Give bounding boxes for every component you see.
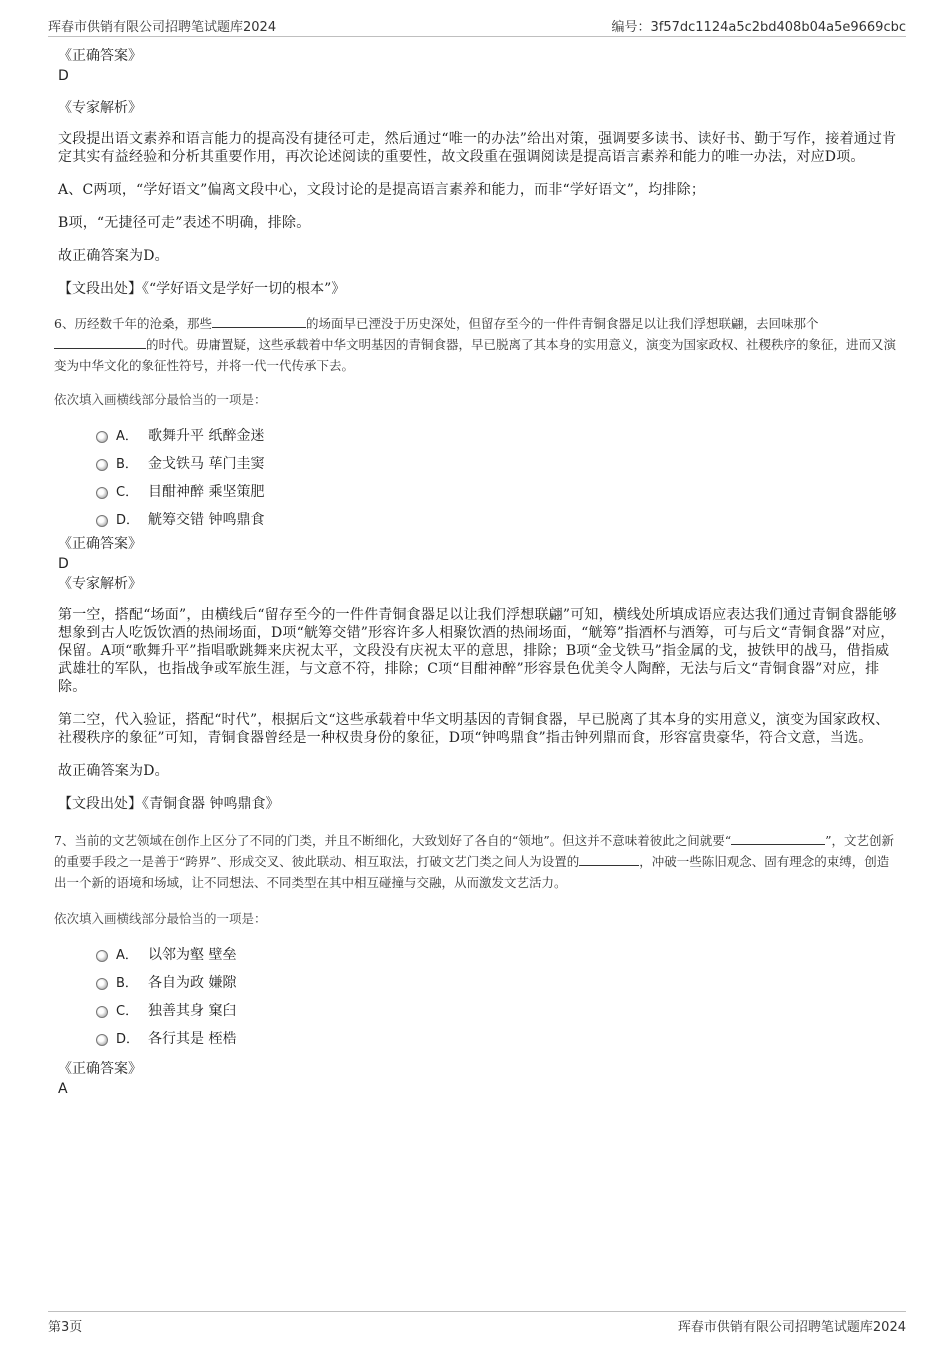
radio-icon[interactable]: [96, 515, 108, 527]
q5-analysis-4: 故正确答案为D。: [58, 248, 169, 264]
q5-analysis-1: 文段提出语文素养和语言能力的提高没有捷径可走，然后通过“唯一的办法”给出对策，强调要多读书、读好书、勤于写作，接着通过肯定其实有益经验和分析其重要作用，再次论述阅读的重要性，故文段重在强调阅读是提高语言素养和能力的唯一办法，对应D项。: [58, 131, 897, 165]
document-id: 编号：3f57dc1124a5c2bd408b04a5e9669cbc: [611, 20, 906, 35]
q6-option-d[interactable]: D． 觥筹交错 钟鸣鼎食: [58, 506, 898, 534]
page-content: [54, 46, 898, 1099]
q6-prompt: 依次填入画横线部分最恰当的一项是：: [54, 392, 267, 407]
q7-option-d[interactable]: D． 各行其是 桎梏: [58, 1025, 898, 1053]
correct-answer-label: 《正确答案》: [58, 536, 142, 552]
q7-question: 7、当前的文艺领域在创作上区分了不同的门类，并且不断细化，大致划好了各自的“领地”。但这并不意味着彼此之间就要“ ”，文艺创新的重要手段之一是善于“跨界”、形成交叉、彼此联动、相互取法，打破文艺门类之间人为设置的 ，冲破一些陈旧观念、固有理念的束缚，创造出一个新的语境和场域，让不同想法、不同类型在其中相互碰撞与交融，从而激发文艺活力。: [54, 833, 895, 890]
q5-answer: D: [58, 68, 69, 84]
q6-question: 6、历经数千年的沧桑，那些 的场面早已湮没于历史深处，但留存至今的一件件青铜食器足以让我们浮想联翩，去回味那个的时代。毋庸置疑，这些承载着中华文明基因的青铜食器，早已脱离了其本身的实用意义，演变为国家政权、社稷秩序的象征，进而又演变为中华文化的象征性符号，并将一代一代传承下去。: [54, 316, 897, 373]
q5-analysis-2: A、C两项，“学好语文”偏离文段中心，文段讨论的是提高语言素养和能力，而非“学好语文”，均排除；: [58, 182, 706, 198]
q7-option-b[interactable]: B． 各自为政 嫌隙: [58, 969, 898, 997]
radio-icon[interactable]: [96, 978, 108, 990]
radio-icon[interactable]: [96, 459, 108, 471]
q7-prompt: 依次填入画横线部分最恰当的一项是：: [54, 911, 267, 926]
expert-analysis-label: 《专家解析》: [58, 100, 142, 116]
q5-analysis-3: B项，“无捷径可走”表述不明确，排除。: [58, 215, 311, 231]
q6-options: [58, 422, 898, 534]
page-header: [48, 14, 906, 37]
q6-analysis-1: 第一空，搭配“场面”，由横线后“留存至今的一件件青铜食器足以让我们浮想联翩”可知，横线处所填成语应表达我们通过青铜食器能够想象到古人吃饭饮酒的热闹场面，D项“觥筹交错”形容许多人相聚饮酒的热闹场面，“觥筹”指酒杯与酒筹，可与后文“青铜食器”对应，保留。A项“歌舞升平”指唱歌跳舞来庆祝太平，文段没有庆祝太平的意思，排除；B项“金戈铁马”指金属的戈，披铁甲的战马，借指威武雄壮的军队，也指战争或军旅生涯，与文意不符，排除；C项“目酣神醉”形容景色优美令人陶醉，无法与后文“青铜食器”对应，排除。: [58, 607, 897, 695]
blank-1[interactable]: [212, 315, 306, 328]
radio-icon[interactable]: [96, 1034, 108, 1046]
footer-title: 珲春市供销有限公司招聘笔试题库2024: [677, 1320, 906, 1335]
header-title: 珲春市供销有限公司招聘笔试题库2024: [48, 20, 277, 35]
blank-2[interactable]: [54, 336, 146, 349]
q7-answer: A: [58, 1081, 68, 1097]
q7-option-c[interactable]: C． 独善其身 窠臼: [58, 997, 898, 1025]
q6-source: 【文段出处】《青铜食器 钟鸣鼎食》: [58, 796, 280, 812]
page-footer: [48, 1311, 906, 1336]
q6-option-c[interactable]: C． 目酣神醉 乘坚策肥: [58, 478, 898, 506]
blank-1[interactable]: [731, 832, 825, 845]
expert-analysis-label: 《专家解析》: [58, 576, 142, 592]
q6-analysis-3: 故正确答案为D。: [58, 763, 169, 779]
radio-icon[interactable]: [96, 431, 108, 443]
q6-answer: D: [58, 556, 69, 572]
page-number: 第3页: [48, 1320, 83, 1335]
correct-answer-label: 《正确答案》: [58, 1061, 142, 1077]
correct-answer-label: 《正确答案》: [58, 48, 142, 64]
radio-icon[interactable]: [96, 950, 108, 962]
blank-2[interactable]: [579, 853, 639, 866]
q5-source: 【文段出处】《“学好语文是学好一切的根本”》: [58, 281, 346, 297]
q6-option-b[interactable]: B． 金戈铁马 荜门圭窦: [58, 450, 898, 478]
q6-option-a[interactable]: A． 歌舞升平 纸醉金迷: [58, 422, 898, 450]
q6-analysis-2: 第二空，代入验证，搭配“时代”，根据后文“这些承载着中华文明基因的青铜食器，早已脱离了其本身的实用意义，演变为国家政权、社稷秩序的象征”可知，青铜食器曾经是一种权贵身份的象征，D项“钟鸣鼎食”指击钟列鼎而食，形容富贵豪华，符合文意，当选。: [58, 712, 890, 746]
radio-icon[interactable]: [96, 1006, 108, 1018]
q7-option-a[interactable]: A． 以邻为壑 壁垒: [58, 941, 898, 969]
radio-icon[interactable]: [96, 487, 108, 499]
q7-options: [58, 941, 898, 1053]
